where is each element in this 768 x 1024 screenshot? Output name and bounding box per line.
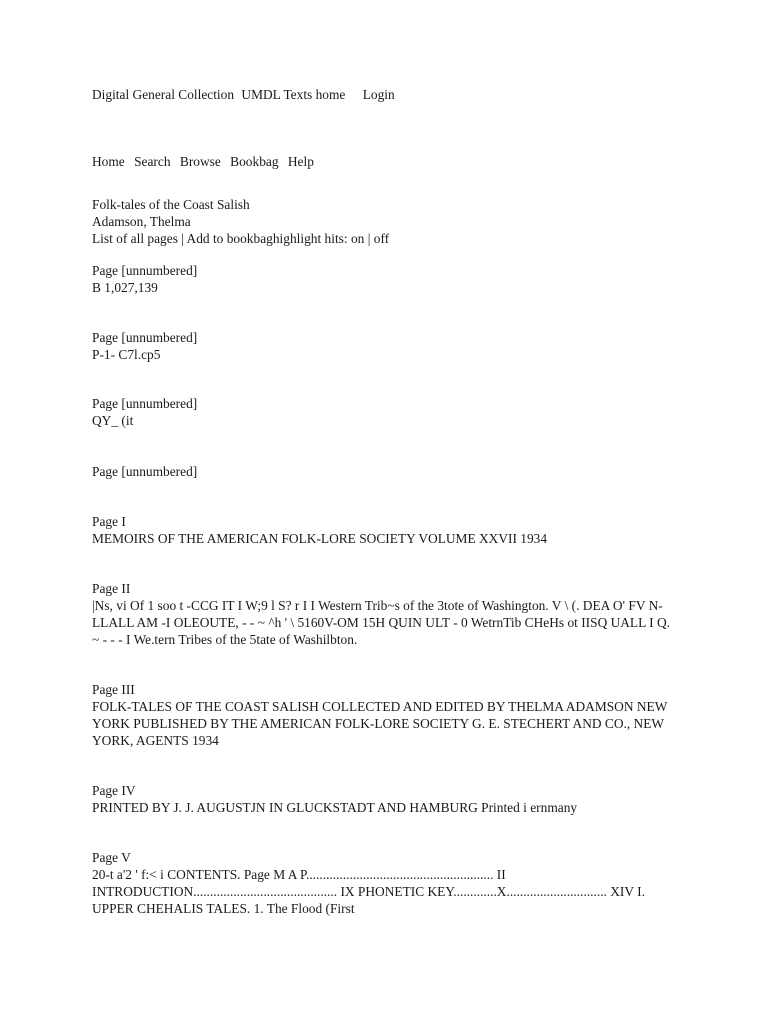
page-label: Page [unnumbered] <box>92 330 198 345</box>
separator: | <box>177 231 187 246</box>
umdl-texts-home-link[interactable]: UMDL Texts home <box>241 87 346 102</box>
highlight-off-link[interactable]: off <box>373 231 390 246</box>
page-entry <box>92 463 677 480</box>
page-label: Page V <box>92 850 131 865</box>
separator: | <box>364 231 374 246</box>
list-all-pages-link[interactable]: List of all pages <box>92 231 178 246</box>
book-header <box>92 196 677 247</box>
nav-search-link[interactable]: Search <box>134 154 171 169</box>
page-entry <box>92 580 677 648</box>
pages-list <box>92 262 677 917</box>
page-entry <box>92 681 677 749</box>
page-label: Page [unnumbered] <box>92 464 198 479</box>
page-label: Page IV <box>92 783 136 798</box>
page-entry <box>92 329 677 363</box>
nav-home-link[interactable]: Home <box>92 154 125 169</box>
page-text: MEMOIRS OF THE AMERICAN FOLK-LORE SOCIETY VOLUME XXVII 1934 <box>92 531 548 546</box>
page-label: Page I <box>92 514 126 529</box>
add-to-bookbag-link[interactable]: Add to bookbag <box>186 231 273 246</box>
page-entry <box>92 395 677 429</box>
top-nav <box>92 86 677 103</box>
page-text: P-1- C7l.cp5 <box>92 347 161 362</box>
book-title: Folk-tales of the Coast Salish <box>92 197 250 212</box>
page-content <box>92 86 677 917</box>
page-label: Page [unnumbered] <box>92 396 198 411</box>
page-text: |Ns, vi Of 1 soo t -CCG IT I W;9 l S? r I I Western Trib~s of the 3tote of Washington. V \ (. DEA O' FV N- LLALL AM -I OLEOUTE, - - ~ ^h ' \ 5160V-OM 15H QUIN ULT - 0 WetrnTib CHeHs ot IISQ UALL I Q. ~ - - - I We.tern Tribes of the 5tate of Washilbton. <box>92 598 670 647</box>
page-label: Page III <box>92 682 135 697</box>
page-entry <box>92 849 677 917</box>
page-text: PRINTED BY J. J. AUGUSTJN IN GLUCKSTADT AND HAMBURG Printed i ernmany <box>92 800 578 815</box>
page-entry <box>92 513 677 547</box>
main-nav <box>92 153 677 170</box>
page-entry <box>92 782 677 816</box>
digital-general-collection-link[interactable]: Digital General Collection <box>92 87 235 102</box>
highlight-on-link[interactable]: on <box>350 231 365 246</box>
page-text: FOLK-TALES OF THE COAST SALISH COLLECTED AND EDITED BY THELMA ADAMSON NEW YORK PUBLISHED BY THE AMERICAN FOLK-LORE SOCIETY G. E. STECHERT AND CO., NEW YORK, AGENTS 1934 <box>92 699 668 748</box>
book-author: Adamson, Thelma <box>92 214 191 229</box>
page-label: Page II <box>92 581 131 596</box>
login-link[interactable]: Login <box>362 87 395 102</box>
nav-browse-link[interactable]: Browse <box>179 154 221 169</box>
nav-bookbag-link[interactable]: Bookbag <box>230 154 279 169</box>
page-text: QY_ (it <box>92 413 134 428</box>
page-text: B 1,027,139 <box>92 280 158 295</box>
book-actions <box>92 230 677 247</box>
page-label: Page [unnumbered] <box>92 263 198 278</box>
page-entry <box>92 262 677 296</box>
nav-help-link[interactable]: Help <box>287 154 314 169</box>
page-text: 20-t a'2 ' f:< i CONTENTS. Page M A P........................................................ II INTRODUCTION........................................... IX PHONETIC KEY.............X.............................. XIV I. UPPER CHEHALIS TALES. 1. The Flood (First <box>92 867 645 916</box>
highlight-hits-label: highlight hits: <box>272 231 351 246</box>
